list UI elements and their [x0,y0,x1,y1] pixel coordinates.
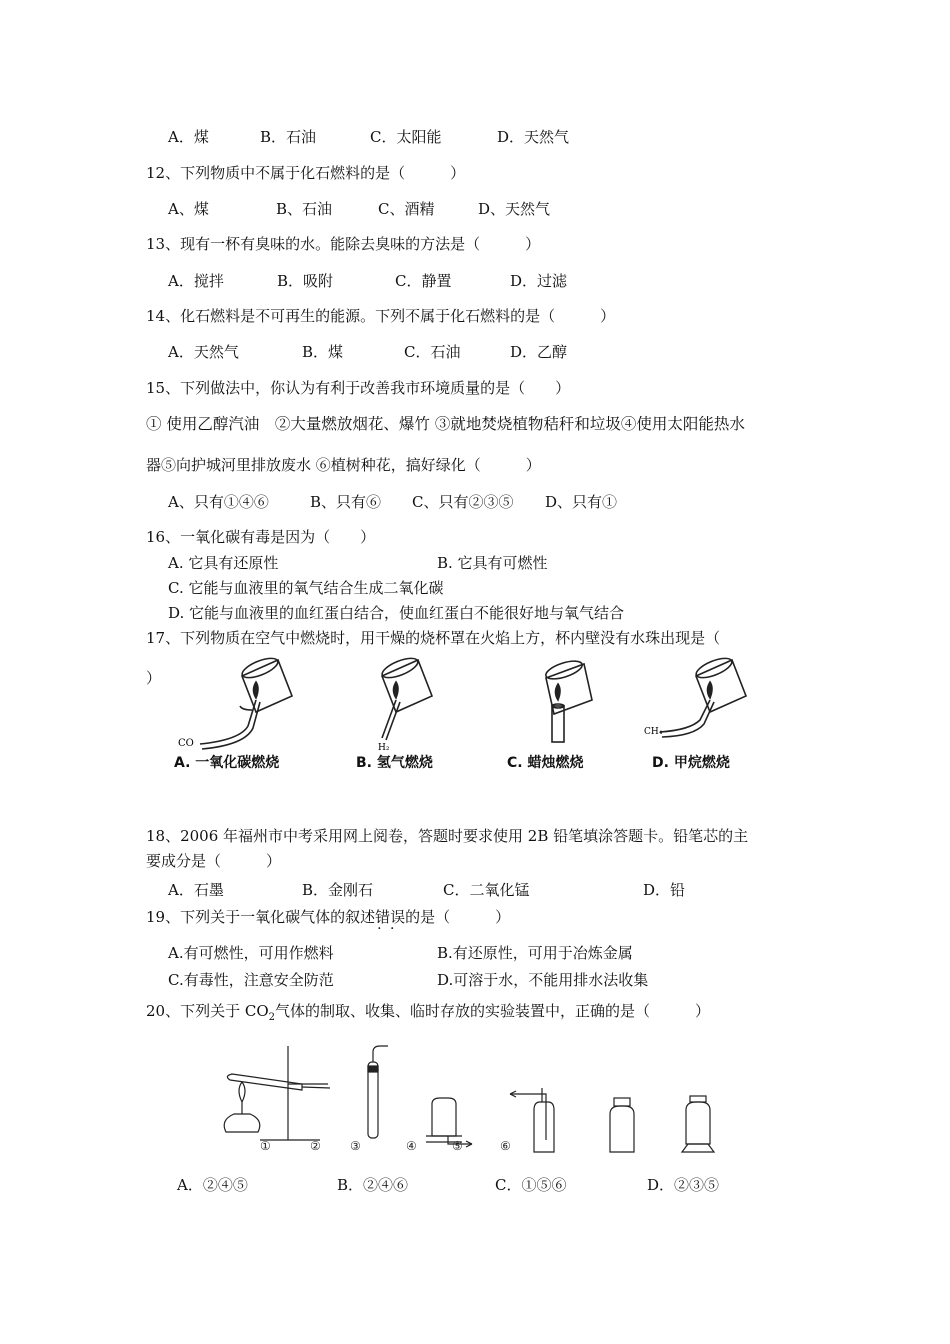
q15-stem: 15、下列做法中，你认为有利于改善我市环境质量的是（ ） [146,379,571,397]
q15-option-c: C、只有②③⑤ [412,493,514,511]
test-tube-heated-icon [227,1074,330,1090]
q20-stem [146,1001,710,1028]
q16-option-d: D. 它能与血液里的血红蛋白结合，使血红蛋白不能很好地与氧气结合 [168,604,625,622]
q12-option-c: C、酒精 [378,200,435,218]
q16-stem: 16、一氧化碳有毒是因为（ ） [146,528,376,546]
q18-stem-line2: 要成分是（ ） [146,852,282,870]
q19-stem [146,907,510,927]
q17-caption-d: D. 甲烷燃烧 [652,755,730,771]
apparatus-label-3: ③ [350,1139,361,1153]
vertical-tube-icon [368,1046,388,1138]
apparatus-label-6: ⑥ [500,1139,511,1153]
q20-option-d: D．②③⑤ [647,1176,720,1194]
q13-option-c: C．静置 [395,272,452,290]
q17-caption-c: C. 蜡烛燃烧 [507,755,584,771]
q14-stem: 14、化石燃料是不可再生的能源。下列不属于化石燃料的是（ ） [146,307,616,325]
q16-option-a: A. 它具有还原性 [168,554,279,572]
reagent-bottle-icon [610,1098,634,1152]
q20-stem-sub: 2 [268,1012,276,1023]
gas-label-ch4: CH₄ [644,727,663,737]
q15-option-d: D、只有① [545,493,618,511]
alcohol-lamp-icon [224,1082,260,1132]
q15-statements-line1: ① 使用乙醇汽油 ②大量燃放烟花、爆竹 ③就地焚烧植物秸秆和垃圾④使用太阳能热水 [146,415,745,433]
q14-option-b: B．煤 [302,343,344,361]
q11-option-d: D．天然气 [497,128,570,146]
q15-option-a: A、只有①④⑥ [168,493,269,511]
q18-option-c: C．二氧化锰 [443,881,530,899]
inverted-bottle-icon [426,1098,472,1147]
q18-option-b: B．金刚石 [302,881,374,899]
q12-option-b: B、石油 [276,200,333,218]
q12-stem: 12、下列物质中不属于化石燃料的是（ ） [146,164,466,182]
iron-stand-icon [260,1046,328,1140]
q11-option-a: A．煤 [168,128,209,146]
beaker-co-icon [200,654,292,749]
q19-stem-pre: 19、下列关于一氧化碳气体的叙述 [146,908,376,926]
apparatus-label-1: ① [260,1139,271,1153]
q17-caption-b: B. 氢气燃烧 [356,755,433,771]
q18-option-a: A．石墨 [168,881,224,899]
q17-stem-end: ） [146,669,162,687]
q20-option-b: B．②④⑥ [337,1176,409,1194]
q14-option-d: D．乙醇 [510,343,568,361]
q16-option-b: B. 它具有可燃性 [437,554,548,572]
q12-option-a: A、煤 [168,200,209,218]
q20-option-c: C．①⑤⑥ [495,1176,567,1194]
q18-stem-line1: 18、2006 年福州市中考采用网上阅卷，答题时要求使用 2B 铅笔填涂答题卡。铅笔芯的主 [146,827,749,845]
gas-bottle-icon [510,1088,554,1152]
q14-option-a: A．天然气 [168,343,239,361]
beaker-candle-icon [544,657,592,742]
q18-option-d: D．铅 [643,881,686,899]
q20-stem-pre: 20、下列关于 CO [146,1002,269,1020]
q13-stem: 13、现有一杯有臭味的水。能除去臭味的方法是（ ） [146,235,541,253]
q20-stem-post: 气体的制取、收集、临时存放的实验装置中，正确的是（ ） [275,1002,711,1020]
q12-option-d: D、天然气 [478,200,551,218]
beaker-ch4-icon [660,654,746,737]
q15-option-b: B、只有⑥ [310,493,382,511]
q19-option-d: D.可溶于水，不能用排水法收集 [437,971,649,989]
q20-apparatus-figure [210,1040,730,1160]
apparatus-label-2: ② [310,1139,321,1153]
apparatus-label-5: ⑤ [452,1139,463,1153]
q17-caption-a: A. 一氧化碳燃烧 [174,755,280,771]
q17-stem: 17、下列物质在空气中燃烧时，用干燥的烧杯罩在火焰上方，杯内壁没有水珠出现是（ [146,629,721,647]
q19-option-b: B.有还原性，可用于冶炼金属 [437,944,633,962]
gas-label-h2: H₂ [378,743,390,753]
q19-option-a: A.有可燃性，可用作燃料 [168,944,334,962]
q19-option-c: C.有毒性，注意安全防范 [168,971,334,989]
beaker-h2-icon [380,654,432,740]
q13-option-a: A．搅拌 [168,272,224,290]
apparatus-label-4: ④ [406,1139,417,1153]
q13-option-d: D．过滤 [510,272,568,290]
q15-statements-line2: 器⑤向护城河里排放废水 ⑥植树种花，搞好绿化（ ） [146,456,541,474]
q11-option-b: B．石油 [260,128,317,146]
bell-jar-icon [682,1096,714,1152]
q14-option-c: C．石油 [404,343,461,361]
q11-option-c: C．太阳能 [370,128,442,146]
q16-option-c: C. 它能与血液里的氧气结合生成二氧化碳 [168,579,444,597]
q19-stem-post: 的是（ ） [405,908,511,926]
q19-stem-emphasis: 错误 · · [375,907,405,927]
gas-label-co: CO [178,738,194,749]
q13-option-b: B．吸附 [277,272,334,290]
q20-option-a: A．②④⑤ [177,1176,248,1194]
